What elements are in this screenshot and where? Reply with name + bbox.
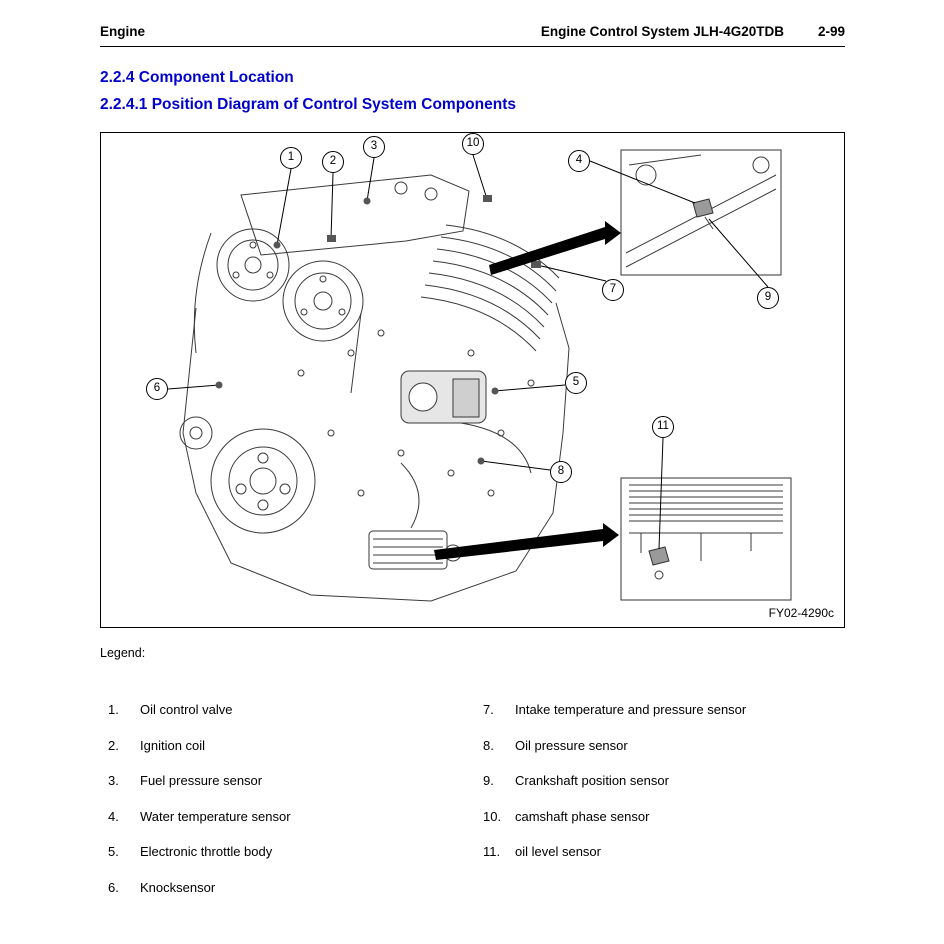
legend-num: 6. (108, 879, 119, 895)
legend-item (475, 738, 845, 774)
callout-6: 6 (146, 378, 168, 400)
legend-text: Intake temperature and pressure sensor (515, 702, 747, 717)
legend-num: 5. (108, 844, 119, 860)
legend-item (100, 809, 475, 845)
legend-num: 10. (483, 808, 502, 824)
legend-column-right (475, 702, 845, 916)
page-number: 2-99 (817, 24, 845, 39)
header-left: Engine (100, 24, 146, 39)
legend-text: Electronic throttle body (140, 844, 273, 860)
legend-text: Oil pressure sensor (515, 737, 628, 753)
callout-8: 8 (550, 461, 572, 483)
inset-top (621, 150, 781, 275)
legend-num: 7. (483, 702, 494, 717)
legend-num: 8. (483, 737, 494, 753)
legend-item (475, 773, 845, 809)
legend-text: Oil control valve (140, 702, 233, 717)
intake-manifold (421, 225, 559, 351)
callout-1: 1 (280, 147, 302, 169)
callout-2: 2 (322, 151, 344, 173)
cam-sprockets (217, 229, 363, 341)
legend-num: 1. (108, 702, 119, 717)
callout-3: 3 (363, 136, 385, 158)
legend-text: Knocksensor (140, 879, 216, 895)
callout-4: 4 (568, 150, 590, 172)
figure-code: FY02-4290c (768, 606, 834, 620)
legend-list (100, 702, 845, 916)
legend-num: 4. (108, 808, 119, 824)
callout-7: 7 (602, 279, 624, 301)
legend-item (475, 809, 845, 845)
header-title: Engine Control System JLH-4G20TDB (540, 24, 784, 39)
legend-text: Water temperature sensor (140, 808, 291, 824)
legend-text: Ignition coil (140, 737, 206, 753)
legend-item (475, 702, 845, 738)
legend-item (100, 702, 475, 738)
inset-bottom (621, 478, 791, 600)
section-heading: 2.2.4 Component Location (100, 69, 294, 86)
legend-num: 3. (108, 773, 119, 789)
page-header (100, 24, 845, 39)
legend-text: camshaft phase sensor (515, 808, 650, 824)
legend-column-left (100, 702, 475, 916)
callout-11: 11 (652, 416, 674, 438)
legend-item (475, 844, 845, 880)
legend-item (100, 773, 475, 809)
figure-box (100, 132, 845, 628)
callout-10: 10 (462, 133, 484, 155)
legend-label: Legend: (100, 646, 146, 660)
legend-item (100, 738, 475, 774)
legend-num: 9. (483, 773, 494, 789)
legend-item (100, 880, 475, 916)
legend-text: Crankshaft position sensor (515, 773, 669, 789)
throttle-body (401, 371, 486, 423)
legend-text: oil level sensor (515, 844, 601, 860)
header-rule (100, 46, 845, 47)
subsection-heading: 2.2.4.1 Position Diagram of Control System Components (100, 96, 516, 113)
callout-9: 9 (757, 287, 779, 309)
engine-diagram (101, 133, 844, 627)
engine-outline (183, 175, 569, 601)
callout-5: 5 (565, 372, 587, 394)
crank-pulley (180, 417, 315, 533)
legend-num: 11. (483, 844, 501, 860)
legend-text: Fuel pressure sensor (140, 773, 263, 789)
legend-num: 2. (108, 737, 119, 753)
legend-item (100, 844, 475, 880)
